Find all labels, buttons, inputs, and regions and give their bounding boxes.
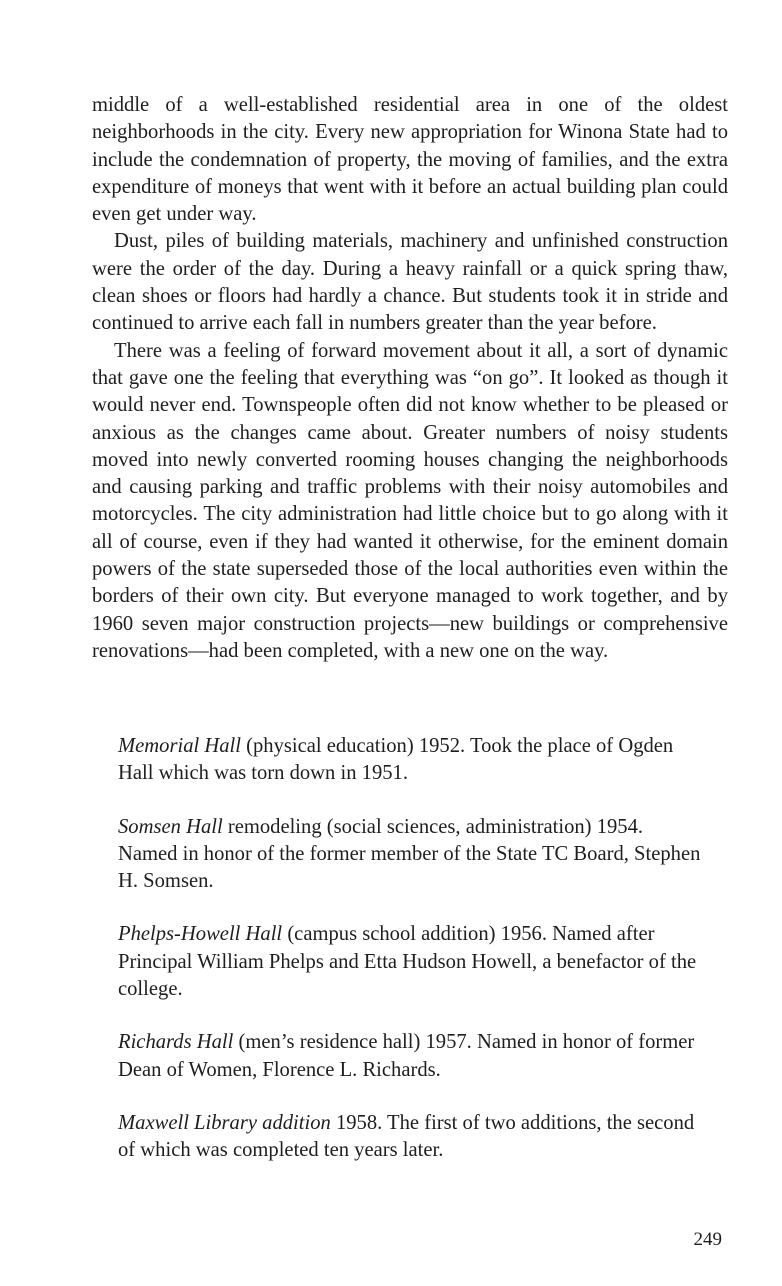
building-description: (physical education) 1952. Took the place of Ogden Hall which was torn down in 1951. bbox=[118, 735, 674, 785]
paragraph-continuation: middle of a well-established residential area in one of the oldest neighborhoods in the city. Every new appropriation for Winona State had to include the condemnation of property, the moving of families, and the extra expenditure of moneys that went with it before an actual building plan could even get under way. bbox=[92, 94, 728, 226]
paragraph-construction: Dust, piles of building materials, machinery and unfinished construction were the order of the day. During a heavy rainfall or a quick spring thaw, clean shoes or floors had hardly a chance. But students took it in stride and continued to arrive each fall in numbers greater than the year before. bbox=[92, 230, 728, 335]
building-name: Memorial Hall bbox=[118, 735, 241, 757]
body-text bbox=[92, 92, 728, 665]
building-list bbox=[118, 733, 704, 1191]
building-name: Somsen Hall bbox=[118, 815, 223, 838]
building-description: 1958. The first of two additions, the second of which was completed ten years later. bbox=[118, 1111, 695, 1162]
list-item bbox=[118, 814, 704, 896]
building-name: Maxwell Library addition bbox=[118, 1111, 331, 1134]
paragraph-forward-movement: There was a feeling of forward movement about it all, a sort of dynamic that gave one the feeling that everything was “on go”. It looked as though it would never end. Townspeople often did not know whether to be pleased or anxious as the changes came about. Greater numbers of noisy students moved into newly converted rooming houses changing the neighborhoods and causing parking and traffic problems with their noisy automobiles and motorcycles. The city administration had little choice but to go along with it all of course, even if they had wanted it otherwise, for the eminent domain powers of the state superseded those of the local authorities even within the borders of their own city. But everyone managed to work together, and by 1960 seven major construction projects—new buildings or comprehensive renovations—had been completed, with a new one on the way. bbox=[92, 339, 728, 662]
list-item bbox=[118, 733, 704, 788]
building-name: Phelps-Howell Hall bbox=[118, 923, 283, 946]
building-description: (men’s residence hall) 1957. Named in honor of former Dean of Women, Florence L. Richards. bbox=[118, 1031, 695, 1081]
building-description: remodeling (social sciences, administration) 1954. Named in honor of the former member of the State TC Board, Stephen H. Somsen. bbox=[118, 815, 701, 893]
list-item bbox=[118, 1029, 704, 1084]
page-number: 249 bbox=[693, 1229, 722, 1250]
list-item bbox=[118, 1110, 704, 1165]
building-description: (campus school addition) 1956. Named after Principal William Phelps and Etta Hudson Howell, a benefactor of the college. bbox=[118, 923, 697, 1001]
building-name: Richards Hall bbox=[118, 1031, 234, 1054]
list-item bbox=[118, 921, 704, 1003]
